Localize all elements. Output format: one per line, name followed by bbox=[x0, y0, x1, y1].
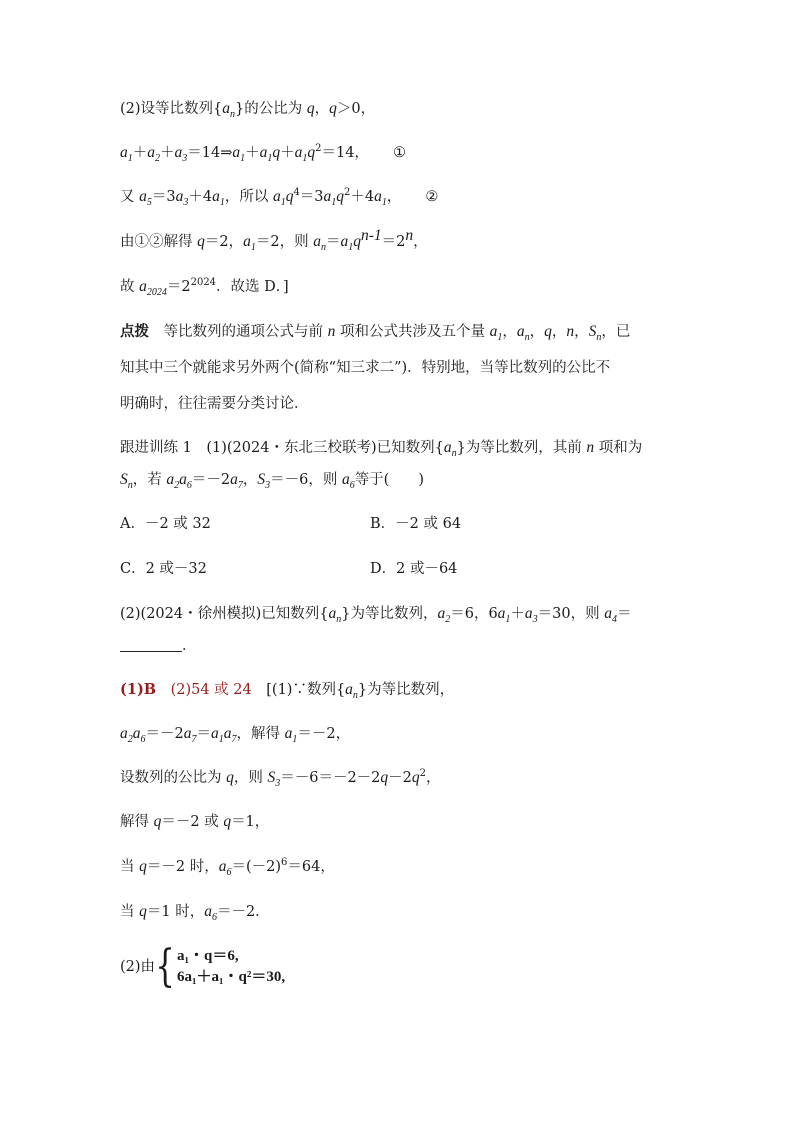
option-b[interactable]: B．－2 或 64 bbox=[370, 516, 462, 532]
option-a[interactable]: A．－2 或 32 bbox=[120, 516, 211, 532]
tip-line-3: 明确时，往往需要分类讨论． bbox=[120, 396, 309, 412]
solution-line-1: (2)设等比数列$\{a_n\}$的公比为 q，q＞0， bbox=[120, 100, 376, 121]
equation-system: (2)由 { a₁・q＝6, 6a₁＋a₁・q²＝30, bbox=[120, 941, 286, 992]
answer-2: (2)54 或 24 bbox=[170, 682, 252, 698]
exercise-question-1-cont: $S_n$，若 $a_2a_6=-2a_7$，$S_3=-6$，则 $a_6$等于( ) bbox=[120, 471, 425, 492]
answer-line-3: 设数列的公比为 q，则 $S_3=-6=-2-2q-2q^2$， bbox=[120, 768, 441, 790]
answer-1: (1)B bbox=[120, 681, 157, 698]
answer-blank[interactable] bbox=[120, 637, 182, 652]
solution-line-2: $a_1+a_2+a_3=14\Rightarrow a_1+a_1q+a_1q^2=14$， ① bbox=[120, 143, 406, 165]
system-eq-2: 6a₁＋a₁・q²＝30, bbox=[177, 969, 286, 985]
tip-line-2: 知其中三个就能求另外两个(简称“知三求二”)．特别地，当等比数列的公比不 bbox=[120, 360, 611, 376]
tip-line-1: 点拨 等比数列的通项公式与前 n 项和公式共涉及五个量 $a_1$，$a_n$，q，n，$S_n$，已 bbox=[120, 323, 631, 344]
tip-label: 点拨 bbox=[120, 323, 149, 340]
answer-line-4: 解得 q＝－2 或 q＝1， bbox=[120, 813, 270, 830]
system-eq-1: a₁・q＝6, bbox=[177, 948, 239, 964]
solution-line-5: 故 $a_{2024}=2^{2024}$．故选 D．] bbox=[120, 277, 289, 299]
answer-line-6: 当 q＝1 时，$a_6=-2$． bbox=[120, 903, 270, 924]
answer-line-7 bbox=[120, 941, 286, 992]
exercise-question-1: 跟进训练 1 (1)(2024・东北三校联考)已知数列$\{a_n\}$为等比数列，其前 n 项和为 bbox=[120, 439, 643, 460]
solution-line-4: 由①②解得 q＝2，$a_1=2$，则 $a_n=a_1q^{n-1}=2^n$， bbox=[120, 227, 428, 254]
exercise-title: 跟进训练 1 bbox=[120, 440, 192, 456]
option-d[interactable]: D．2 或－64 bbox=[370, 561, 458, 577]
left-brace-icon: { bbox=[155, 941, 175, 992]
equation-marker-2: ② bbox=[425, 189, 439, 205]
solution-line-3: 又 $a_5=3a_3+4a_1$，所以 $a_1q^4=3a_1q^2+4a_1$， ② bbox=[120, 187, 439, 209]
equation-marker-1: ① bbox=[392, 145, 406, 161]
answer-line-1: (1)B (2)54 或 24 [(1)∵数列$\{a_n\}$为等比数列， bbox=[120, 681, 455, 702]
exercise-question-2: (2)(2024・徐州模拟)已知数列$\{a_n\}$为等比数列，$a_2=6$，$6a_1+a_3=30$，则 $a_4=$ bbox=[120, 605, 632, 626]
option-c[interactable]: C．2 或－32 bbox=[120, 561, 207, 577]
answer-line-2: $a_2a_6=-2a_7=a_1a_7$，解得 $a_1=-2$， bbox=[120, 725, 351, 746]
answer-line-5: 当 q＝－2 时，$a_6=(-2)^6=64$， bbox=[120, 857, 335, 879]
answer-blank-line: ． bbox=[120, 636, 197, 656]
